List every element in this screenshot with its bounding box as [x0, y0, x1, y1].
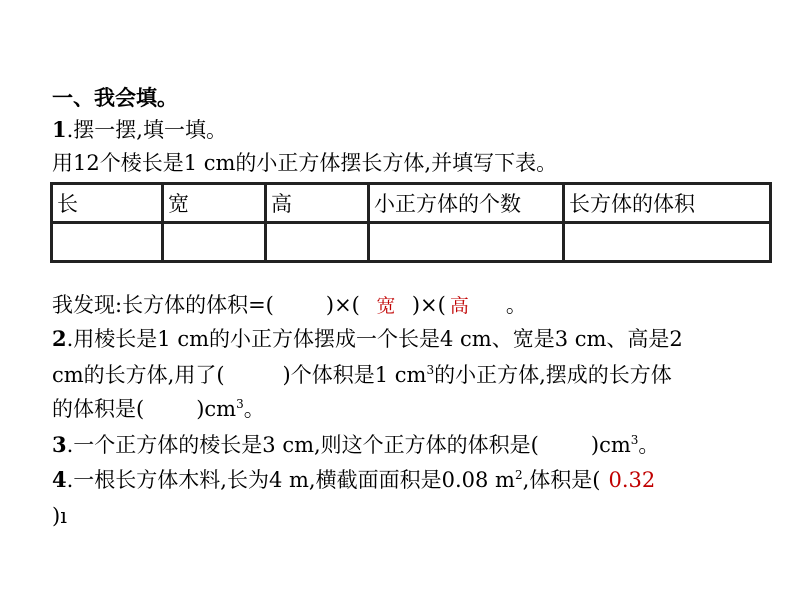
question-2-line-1 [52, 326, 683, 352]
table-header-width: 宽 [163, 184, 266, 223]
question-2-line-2 [52, 362, 672, 388]
fill-in-table [50, 182, 772, 263]
question-2-text: .用棱长是1 cm的小正方体摆成一个长是4 cm、宽是3 cm、高是2 [66, 327, 683, 351]
question-2-number: 2 [52, 326, 67, 351]
question-4 [52, 467, 655, 493]
question-2-line-3 [52, 396, 265, 422]
question-2-text: 。 [243, 397, 265, 421]
table-header-row [52, 184, 771, 223]
question-2-text: )cm [196, 397, 237, 421]
question-1-finding [52, 292, 527, 319]
question-2-text: 的小正方体,摆成的长方体 [434, 363, 672, 387]
question-1-title [52, 117, 227, 143]
table-header-cube-count: 小正方体的个数 [369, 184, 564, 223]
answer-width[interactable]: 宽 [376, 295, 396, 317]
table-row [52, 223, 771, 262]
finding-end: 。 [505, 293, 527, 317]
finding-separator: )×( [325, 293, 360, 317]
question-4-text: ,体积是( [522, 468, 601, 492]
question-1-instruction: 用12个棱长是1 cm的小正方体摆长方体,并填写下表。 [52, 151, 558, 175]
question-2-text: )个体积是1 cm [282, 363, 427, 387]
question-4-line-2: )ı [52, 504, 67, 528]
table-header-length: 长 [52, 184, 163, 223]
question-1-number: 1 [52, 117, 67, 142]
finding-prefix: 我发现:长方体的体积=( [52, 293, 274, 317]
superscript: 3 [630, 433, 639, 447]
question-2-text: cm的长方体,用了( [52, 363, 225, 387]
question-3-number: 3 [52, 432, 67, 457]
answer-height[interactable]: 高 [449, 295, 469, 317]
superscript: 3 [236, 397, 244, 411]
section-title: 一、我会填。 [52, 85, 178, 110]
question-4-text: .一根长方体木料,长为4 m,横截面面积是0.08 m [66, 468, 515, 492]
table-cell[interactable] [369, 223, 564, 262]
question-4-number: 4 [52, 467, 67, 492]
table-cell[interactable] [266, 223, 369, 262]
table-header-height: 高 [266, 184, 369, 223]
answer-wood-volume[interactable]: 0.32 [608, 468, 656, 492]
question-1-text: .摆一摆,填一填。 [66, 118, 227, 142]
question-3-text: )cm [590, 433, 631, 457]
superscript: 2 [514, 468, 523, 482]
question-2-text: 的体积是( [52, 397, 145, 421]
question-3 [52, 432, 659, 458]
question-3-text: .一个正方体的棱长是3 cm,则这个正方体的体积是( [66, 433, 539, 457]
table-cell[interactable] [52, 223, 163, 262]
superscript: 3 [426, 363, 435, 377]
finding-separator: )×( [411, 293, 446, 317]
table-cell[interactable] [163, 223, 266, 262]
table-cell[interactable] [564, 223, 771, 262]
table-header-volume: 长方体的体积 [564, 184, 771, 223]
question-3-text: 。 [638, 433, 660, 457]
